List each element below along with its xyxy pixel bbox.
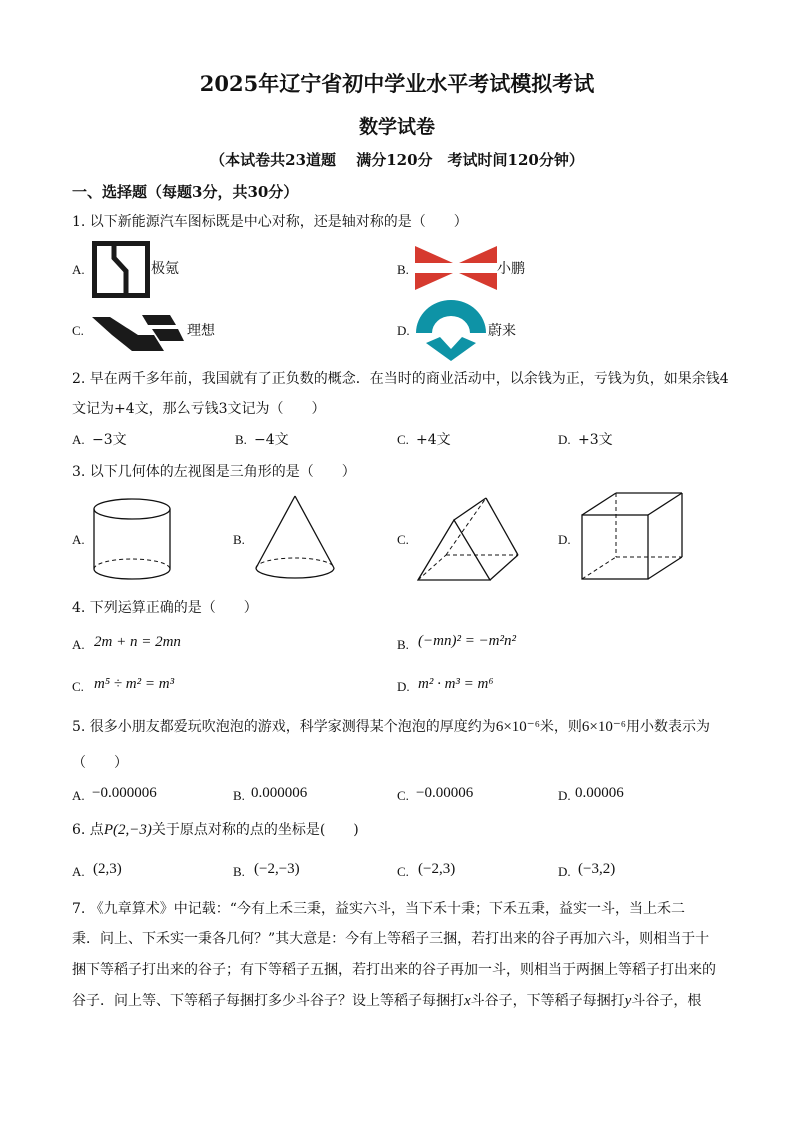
q4-stem: 4. 下列运算正确的是（ ）: [72, 600, 258, 616]
q1-option-c-text: 理想: [187, 323, 215, 339]
q4-option-d-label: D.: [397, 679, 410, 694]
subject-title: 数学试卷: [358, 116, 435, 138]
q4-option-c-expr: m⁵ ÷ m² = m³: [94, 676, 175, 692]
q5-line1: [72, 717, 710, 737]
q6-prefix: 6. 点: [72, 822, 104, 838]
nio-logo-icon: [414, 297, 488, 363]
q4-option-c-label: C.: [72, 679, 84, 694]
q7-text-b: 斗谷子，下等稻子每捆打: [470, 993, 625, 1009]
q7-text-a: 谷子．问上等、下等稻子每捆打多少斗谷子？设上等稻子每捆打: [72, 993, 464, 1009]
cone-figure: [253, 494, 337, 582]
q5-line2: （ ）: [72, 755, 128, 771]
q3-option-a-label: A.: [72, 532, 85, 547]
q5-option-a-label: A.: [72, 788, 85, 803]
q2-line1: 2. 早在两千多年前，我国就有了正负数的概念．在当时的商业活动中，以余钱为正，亏钱为负，如果余钱4: [72, 371, 729, 387]
q2-option-c-label: C.: [397, 432, 409, 447]
exam-title: 2025年辽宁省初中学业水平考试模拟考试: [199, 71, 595, 96]
q4-option-b-label: B.: [397, 637, 409, 652]
q5-text-a: 5. 很多小朋友都爱玩吹泡泡的游戏，科学家测得某个泡泡的厚度约为: [72, 719, 496, 735]
q2-option-d-text: +3文: [578, 432, 613, 448]
q4-option-a-label: A.: [72, 637, 85, 652]
q7-line2: 秉．问上、下禾实一秉各几何？”其大意是：今有上等稻子三捆，若打出来的谷子再加六斗，则相当于十: [72, 931, 710, 947]
q7-line3: 捆下等稻子打出来的谷子；有下等稻子五捆，若打出来的谷子再加一斗，则相当于两捆上等稻子打出来的: [72, 962, 716, 978]
triangular-prism-figure: [416, 495, 522, 585]
q6-option-d-label: D.: [558, 864, 571, 879]
q6-suffix: 关于原点对称的点的坐标是( ): [151, 822, 359, 838]
section-heading: 一、选择题（每题3分，共30分）: [72, 183, 299, 201]
q3-stem: 3. 以下几何体的左视图是三角形的是（ ）: [72, 464, 356, 480]
q5-sci-notation-2: 6×10⁻⁶: [581, 719, 627, 735]
q5-text-b: 米，则: [539, 719, 582, 735]
q6-option-b-label: B.: [233, 864, 245, 879]
q6-option-d-text: (−3,2): [578, 861, 616, 877]
q5-sci-notation-1: 6×10⁻⁶: [495, 719, 540, 735]
q1-option-b-label: B.: [397, 262, 409, 277]
q5-option-d-text: 0.00006: [575, 785, 624, 801]
q6-option-a-label: A.: [72, 864, 85, 879]
q5-option-b-label: B.: [233, 788, 245, 803]
q6-option-b-text: (−2,−3): [254, 861, 300, 877]
q6-option-a-text: (2,3): [93, 861, 122, 877]
cylinder-figure: [92, 497, 172, 581]
q5-option-c-text: −0.00006: [416, 785, 474, 801]
q5-option-d-label: D.: [558, 788, 571, 803]
q1-option-d-text: 蔚来: [488, 323, 516, 339]
q6-option-c-label: C.: [397, 864, 409, 879]
q6-point: P(2,−3): [103, 822, 152, 838]
q7-text-c: 斗谷子，根: [631, 993, 702, 1009]
q5-option-c-label: C.: [397, 788, 409, 803]
q4-option-b-expr: (−mn)² = −m²n²: [418, 633, 517, 649]
q3-option-c-label: C.: [397, 532, 409, 547]
q6-stem: [72, 820, 359, 840]
q4-option-a-expr: 2m + n = 2mn: [94, 634, 181, 650]
q1-option-a-text: 极氪: [151, 261, 179, 277]
q1-option-c-label: C.: [72, 323, 84, 338]
q7-var-x: x: [464, 993, 471, 1009]
q1-option-d-label: D.: [397, 323, 410, 338]
exam-info: （本试卷共23道题 满分120分 考试时间120分钟）: [210, 151, 584, 169]
q7-line4: [72, 991, 701, 1011]
q5-option-b-text: 0.000006: [251, 785, 308, 801]
q2-option-c-text: +4文: [416, 432, 451, 448]
q1-option-b-text: 小鹏: [497, 261, 525, 277]
q6-option-c-text: (−2,3): [418, 861, 456, 877]
q7-var-y: y: [624, 993, 632, 1009]
q4-option-d-expr: m² · m³ = m⁶: [418, 676, 494, 692]
zeekr-logo-icon: [92, 241, 152, 299]
q7-line1: 7. 《九章算术》中记载：“今有上禾三秉，益实六斗，当下禾十秉；下禾五秉，益实一斗，当上禾二: [72, 901, 685, 917]
lixiang-logo-icon: [92, 313, 188, 353]
q5-option-a-text: −0.000006: [92, 785, 157, 801]
q2-option-a-text: −3文: [92, 432, 127, 448]
q2-option-a-label: A.: [72, 432, 85, 447]
q5-text-c: 用小数表示为: [626, 719, 711, 735]
q2-option-d-label: D.: [558, 432, 571, 447]
q3-option-d-label: D.: [558, 532, 571, 547]
q2-option-b-label: B.: [235, 432, 247, 447]
q2-line2: 文记为+4文，那么亏钱3文记为（ ）: [72, 401, 326, 417]
q1-stem: 1. 以下新能源汽车图标既是中心对称，还是轴对称的是（ ）: [72, 214, 468, 230]
q3-option-b-label: B.: [233, 532, 245, 547]
xpeng-logo-icon: [415, 246, 497, 290]
q1-option-a-label: A.: [72, 262, 85, 277]
q2-option-b-text: −4文: [254, 432, 289, 448]
cube-figure: [580, 491, 684, 583]
